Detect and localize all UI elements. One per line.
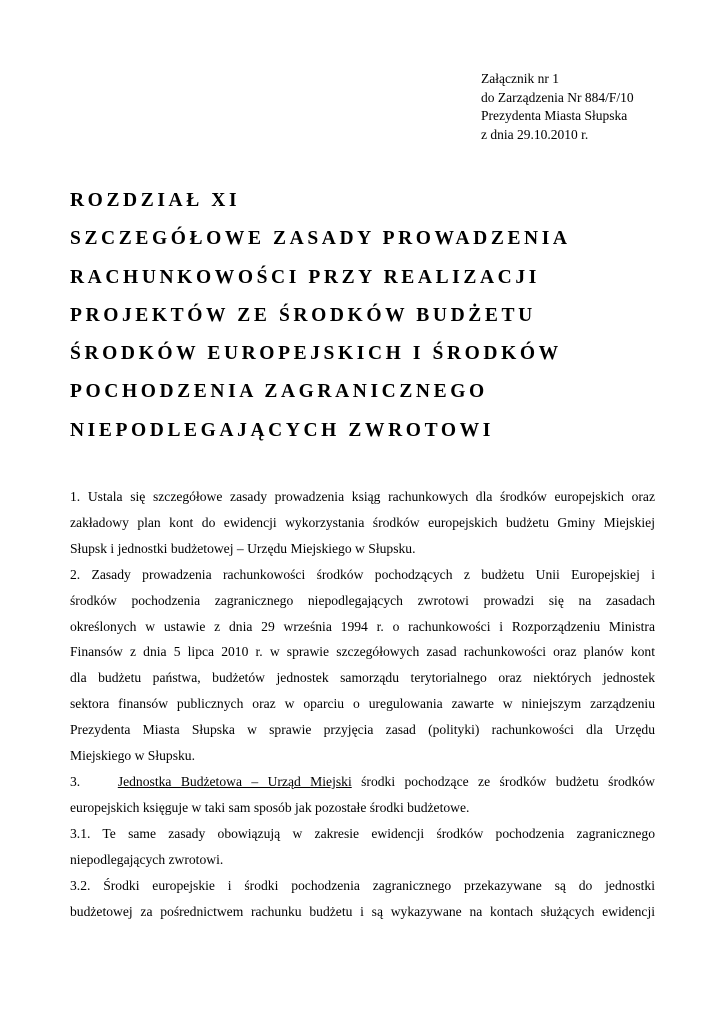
annex-reference: [481, 70, 634, 144]
heading-line: PROJEKTÓW ZE ŚRODKÓW BUDŻETU: [70, 304, 536, 326]
heading-line: SZCZEGÓŁOWE ZASADY PROWADZENIA: [70, 228, 571, 250]
heading-line: POCHODZENIA ZAGRANICZNEGO: [70, 381, 488, 403]
text-line: Finansów z dnia 5 lipca 2010 r. w sprawie szczegółowych zasad rachunkowości oraz planów kont: [70, 644, 655, 660]
text-line: Słupsk i jednostki budżetowej – Urzędu Miejskiego w Słupsku.: [70, 540, 416, 556]
paragraph-1: [70, 484, 655, 562]
text-line: dla budżetu państwa, budżetów jednostek samorządu terytorialnego oraz niektórych jednostek: [70, 670, 655, 686]
underlined-unit-name: Jednostka Budżetowa – Urząd Miejski: [117, 773, 352, 789]
text-line: zakładowy plan kont do ewidencji wykorzystania środków europejskich budżetu Gminy Miejskiej: [70, 514, 655, 530]
heading-line: RACHUNKOWOŚCI PRZY REALIZACJI: [70, 266, 540, 288]
heading-line: ROZDZIAŁ XI: [70, 190, 241, 211]
annex-line: Załącznik nr 1: [481, 71, 559, 86]
text-line: określonych w ustawie z dnia 29 września 1994 r. o rachunkowości i Rozporządzeniu Ministra: [70, 618, 655, 634]
text-line: 3.2. Środki europejskie i środki pochodzenia zagranicznego przekazywane są do jednostki: [70, 877, 655, 893]
text-line: 3.1. Te same zasady obowiązują w zakresie ewidencji środków pochodzenia zagranicznego: [70, 825, 655, 841]
paragraph-number: 3.: [70, 773, 81, 789]
text-line: 2. Zasady prowadzenia rachunkowości środków pochodzących z budżetu Unii Europejskiej i: [70, 566, 655, 582]
text-line: Prezydenta Miasta Słupska w sprawie przyjęcia zasad (polityki) rachunkowości dla Urzędu: [70, 722, 655, 738]
text-line: niepodlegających zwrotowi.: [70, 851, 224, 867]
paragraph-3-1: [70, 821, 655, 873]
text-line: sektora finansów publicznych oraz w oparciu o uregulowania zawarte w niniejszym zarządzeniu: [70, 696, 655, 712]
annex-line: Prezydenta Miasta Słupska: [481, 108, 628, 123]
heading-line: ŚRODKÓW EUROPEJSKICH I ŚRODKÓW: [70, 343, 562, 365]
heading-line: NIEPODLEGAJĄCYCH ZWROTOWI: [70, 419, 494, 441]
text-line: Miejskiego w Słupsku.: [70, 748, 195, 764]
text-line: budżetowej za pośrednictwem rachunku budżetu i są wykazywane na kontach służących ewidencji: [70, 903, 655, 919]
document-body: [70, 484, 655, 924]
paragraph-text: środki pochodzące ze środków budżetu środków: [361, 773, 656, 789]
paragraph-3: [70, 769, 655, 821]
annex-line: z dnia 29.10.2010 r.: [481, 126, 589, 142]
annex-line: do Zarządzenia Nr 884/F/10: [481, 89, 634, 105]
chapter-heading: [70, 182, 571, 450]
paragraph-3-2: [70, 873, 655, 925]
text-line: europejskich księguje w taki sam sposób jak pozostałe środki budżetowe.: [70, 799, 470, 815]
paragraph-2: [70, 562, 655, 769]
text-line: 1. Ustala się szczegółowe zasady prowadzenia ksiąg rachunkowych dla środków europejskich oraz: [70, 489, 655, 504]
text-line: [70, 769, 655, 795]
text-line: środków pochodzenia zagranicznego niepodlegających zwrotowi prowadzi się na zasadach: [70, 592, 655, 608]
